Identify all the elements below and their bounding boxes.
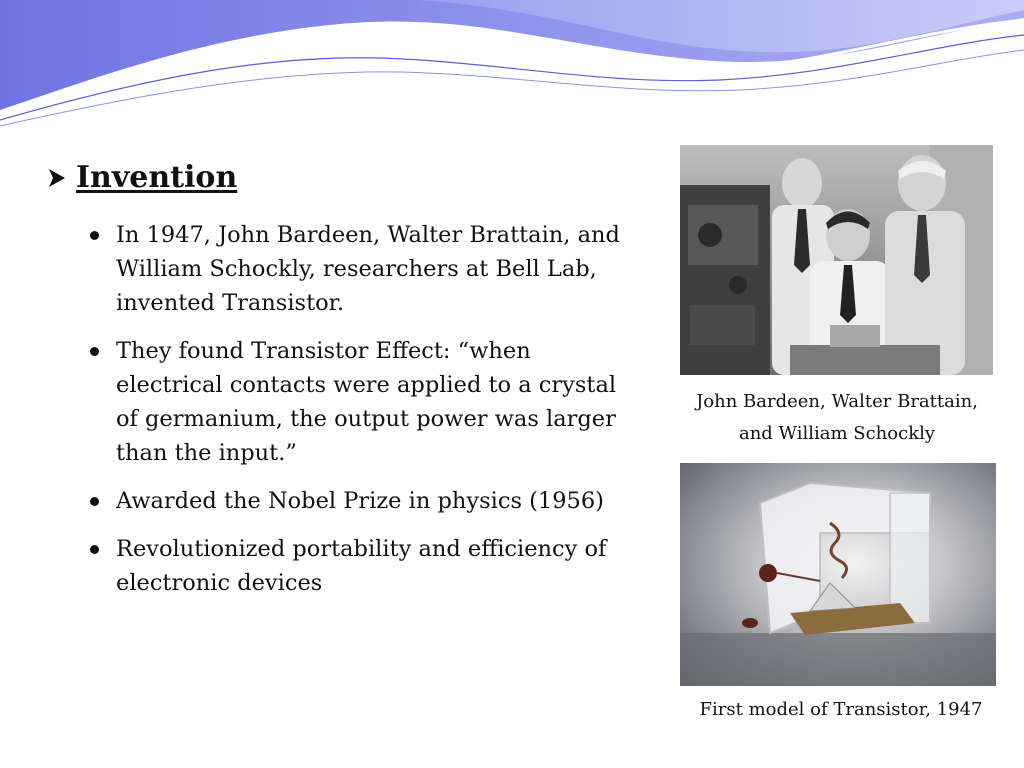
- transistor-model-photo: [680, 463, 996, 686]
- transistor-model-photo-icon: [680, 463, 996, 686]
- bullet-item: [88, 334, 633, 470]
- header-wave-decoration: [0, 0, 1024, 130]
- section-heading: [46, 160, 237, 195]
- bullet-dot-icon: [90, 231, 99, 240]
- arrow-bullet-icon: [46, 167, 68, 189]
- caption-line: John Bardeen, Walter Brattain,: [696, 391, 978, 412]
- bullet-item: [88, 218, 633, 320]
- caption-line: and William Schockly: [738, 423, 936, 444]
- transistor-caption: First model of Transistor, 1947: [699, 699, 983, 720]
- bullet-dot-icon: [90, 347, 99, 356]
- bullet-text: Revolutionized portability and efficiency of electronic devices: [116, 536, 607, 596]
- bullet-text: Awarded the Nobel Prize in physics (1956): [116, 488, 604, 514]
- scientists-photo-icon: [680, 145, 993, 375]
- bullet-item: [88, 532, 633, 600]
- scientists-caption: [672, 386, 1002, 450]
- heading-text: Invention: [76, 160, 238, 195]
- bullet-dot-icon: [90, 497, 99, 506]
- bullet-list: [88, 218, 633, 614]
- scientists-photo: [680, 145, 993, 375]
- bullet-text: In 1947, John Bardeen, Walter Brattain, and William Schockly, researchers at Bell Lab, invented Transistor.: [116, 222, 620, 316]
- bullet-text: They found Transistor Effect: “when electrical contacts were applied to a crystal of germanium, the output power was larger than the input.”: [116, 338, 617, 466]
- bullet-dot-icon: [90, 545, 99, 554]
- bullet-item: [88, 484, 633, 518]
